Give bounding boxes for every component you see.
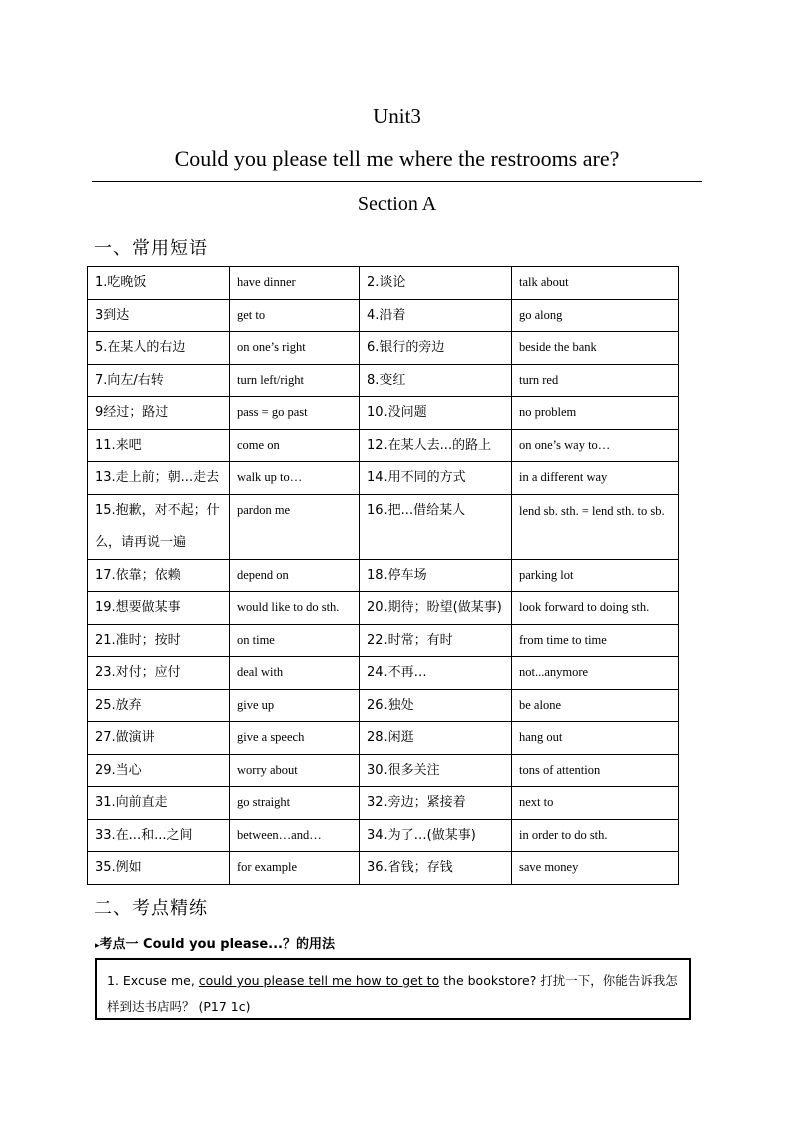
english-phrase-cell: look forward to doing sth. — [512, 592, 679, 625]
part1-heading: 一、常用短语 — [94, 238, 208, 259]
chinese-phrase-cell: 36.省钱；存钱 — [360, 852, 512, 885]
chinese-phrase-cell: 25.放弃 — [88, 689, 230, 722]
table-row — [88, 852, 679, 885]
exam-point-label: 考点一 Could you please...？的用法 — [99, 937, 335, 952]
chinese-phrase-cell: 21.准时；按时 — [88, 624, 230, 657]
chinese-phrase-cell: 5.在某人的右边 — [88, 332, 230, 365]
english-phrase-cell: go along — [512, 299, 679, 332]
english-phrase-cell: get to — [230, 299, 360, 332]
table-row — [88, 657, 679, 690]
chinese-phrase-cell: 10.没问题 — [360, 397, 512, 430]
english-phrase-cell: in a different way — [512, 462, 679, 495]
chinese-phrase-cell: 13.走上前；朝...走去 — [88, 462, 230, 495]
chinese-phrase-cell: 31.向前直走 — [88, 787, 230, 820]
chinese-phrase-cell: 32.旁边；紧接着 — [360, 787, 512, 820]
english-phrase-cell: give a speech — [230, 722, 360, 755]
english-phrase-cell: be alone — [512, 689, 679, 722]
chinese-phrase-cell: 34.为了…(做某事) — [360, 819, 512, 852]
english-phrase-cell: tons of attention — [512, 754, 679, 787]
chinese-phrase-cell: 18.停车场 — [360, 559, 512, 592]
english-phrase-cell: not...anymore — [512, 657, 679, 690]
chinese-phrase-cell: 1.吃晚饭 — [88, 267, 230, 300]
chinese-phrase-cell: 35.例如 — [88, 852, 230, 885]
chinese-phrase-cell: 20.期待；盼望(做某事) — [360, 592, 512, 625]
triangle-bullet-icon: ▸ — [95, 941, 100, 951]
chinese-phrase-cell: 14.用不同的方式 — [360, 462, 512, 495]
chinese-phrase-cell: 16.把...借给某人 — [360, 494, 512, 559]
chinese-phrase-cell: 29.当心 — [88, 754, 230, 787]
table-row — [88, 332, 679, 365]
chinese-phrase-cell: 24.不再… — [360, 657, 512, 690]
chinese-phrase-cell: 27.做演讲 — [88, 722, 230, 755]
phrase-table — [87, 266, 679, 885]
english-phrase-cell: pardon me — [230, 494, 360, 559]
chinese-phrase-cell: 2.谈论 — [360, 267, 512, 300]
table-row — [88, 722, 679, 755]
english-phrase-cell: from time to time — [512, 624, 679, 657]
table-row — [88, 754, 679, 787]
english-phrase-cell: on time — [230, 624, 360, 657]
chinese-phrase-cell: 17.依靠；依赖 — [88, 559, 230, 592]
example-underlined: could you please tell me how to get to — [198, 973, 440, 988]
chinese-phrase-cell: 15.抱歉，对不起；什么，请再说一遍 — [88, 494, 230, 559]
english-phrase-cell: on one’s right — [230, 332, 360, 365]
english-phrase-cell: walk up to… — [230, 462, 360, 495]
english-phrase-cell: for example — [230, 852, 360, 885]
table-row — [88, 299, 679, 332]
chinese-phrase-cell: 19.想要做某事 — [88, 592, 230, 625]
english-phrase-cell: talk about — [512, 267, 679, 300]
english-phrase-cell: deal with — [230, 657, 360, 690]
table-row — [88, 494, 679, 559]
chinese-phrase-cell: 12.在某人去...的路上 — [360, 429, 512, 462]
example-box — [95, 958, 691, 1020]
english-phrase-cell: have dinner — [230, 267, 360, 300]
english-phrase-cell: come on — [230, 429, 360, 462]
english-phrase-cell: in order to do sth. — [512, 819, 679, 852]
lesson-title: Could you please tell me where the restrooms are? — [174, 146, 620, 171]
part2-heading: 二、考点精练 — [94, 898, 208, 919]
english-phrase-cell: go straight — [230, 787, 360, 820]
english-phrase-cell: give up — [230, 689, 360, 722]
table-row — [88, 559, 679, 592]
english-phrase-cell: between…and… — [230, 819, 360, 852]
english-phrase-cell: worry about — [230, 754, 360, 787]
english-phrase-cell: turn left/right — [230, 364, 360, 397]
chinese-phrase-cell: 26.独处 — [360, 689, 512, 722]
title-divider — [92, 181, 702, 182]
table-row — [88, 397, 679, 430]
section-title: Section A — [357, 193, 437, 215]
exam-point-heading — [95, 933, 335, 952]
chinese-phrase-cell: 4.沿着 — [360, 299, 512, 332]
table-row — [88, 462, 679, 495]
chinese-phrase-cell: 33.在...和...之间 — [88, 819, 230, 852]
english-phrase-cell: beside the bank — [512, 332, 679, 365]
table-row — [88, 429, 679, 462]
english-phrase-cell: parking lot — [512, 559, 679, 592]
english-phrase-cell: save money — [512, 852, 679, 885]
table-row — [88, 624, 679, 657]
english-phrase-cell: pass = go past — [230, 397, 360, 430]
chinese-phrase-cell: 7.向左/右转 — [88, 364, 230, 397]
english-phrase-cell: turn red — [512, 364, 679, 397]
chinese-phrase-cell: 3到达 — [88, 299, 230, 332]
example-prefix: 1. Excuse me, — [107, 973, 199, 988]
table-row — [88, 819, 679, 852]
chinese-phrase-cell: 8.变红 — [360, 364, 512, 397]
english-phrase-cell: depend on — [230, 559, 360, 592]
english-phrase-cell: lend sb. sth. = lend sth. to sb. — [512, 494, 679, 559]
chinese-phrase-cell: 28.闲逛 — [360, 722, 512, 755]
table-row — [88, 267, 679, 300]
english-phrase-cell: would like to do sth. — [230, 592, 360, 625]
english-phrase-cell: no problem — [512, 397, 679, 430]
english-phrase-cell: hang out — [512, 722, 679, 755]
table-row — [88, 592, 679, 625]
english-phrase-cell: next to — [512, 787, 679, 820]
chinese-phrase-cell: 30.很多关注 — [360, 754, 512, 787]
chinese-phrase-cell: 9经过；路过 — [88, 397, 230, 430]
table-row — [88, 787, 679, 820]
chinese-phrase-cell: 22.时常；有时 — [360, 624, 512, 657]
unit-title: Unit3 — [373, 104, 421, 128]
chinese-phrase-cell: 11.来吧 — [88, 429, 230, 462]
table-row — [88, 689, 679, 722]
chinese-phrase-cell: 6.银行的旁边 — [360, 332, 512, 365]
table-row — [88, 364, 679, 397]
example-suffix: the bookstore? 打扰一下，你能告诉我怎样到达书店吗？ (P17 1c) — [107, 973, 678, 1014]
english-phrase-cell: on one’s way to… — [512, 429, 679, 462]
chinese-phrase-cell: 23.对付；应付 — [88, 657, 230, 690]
